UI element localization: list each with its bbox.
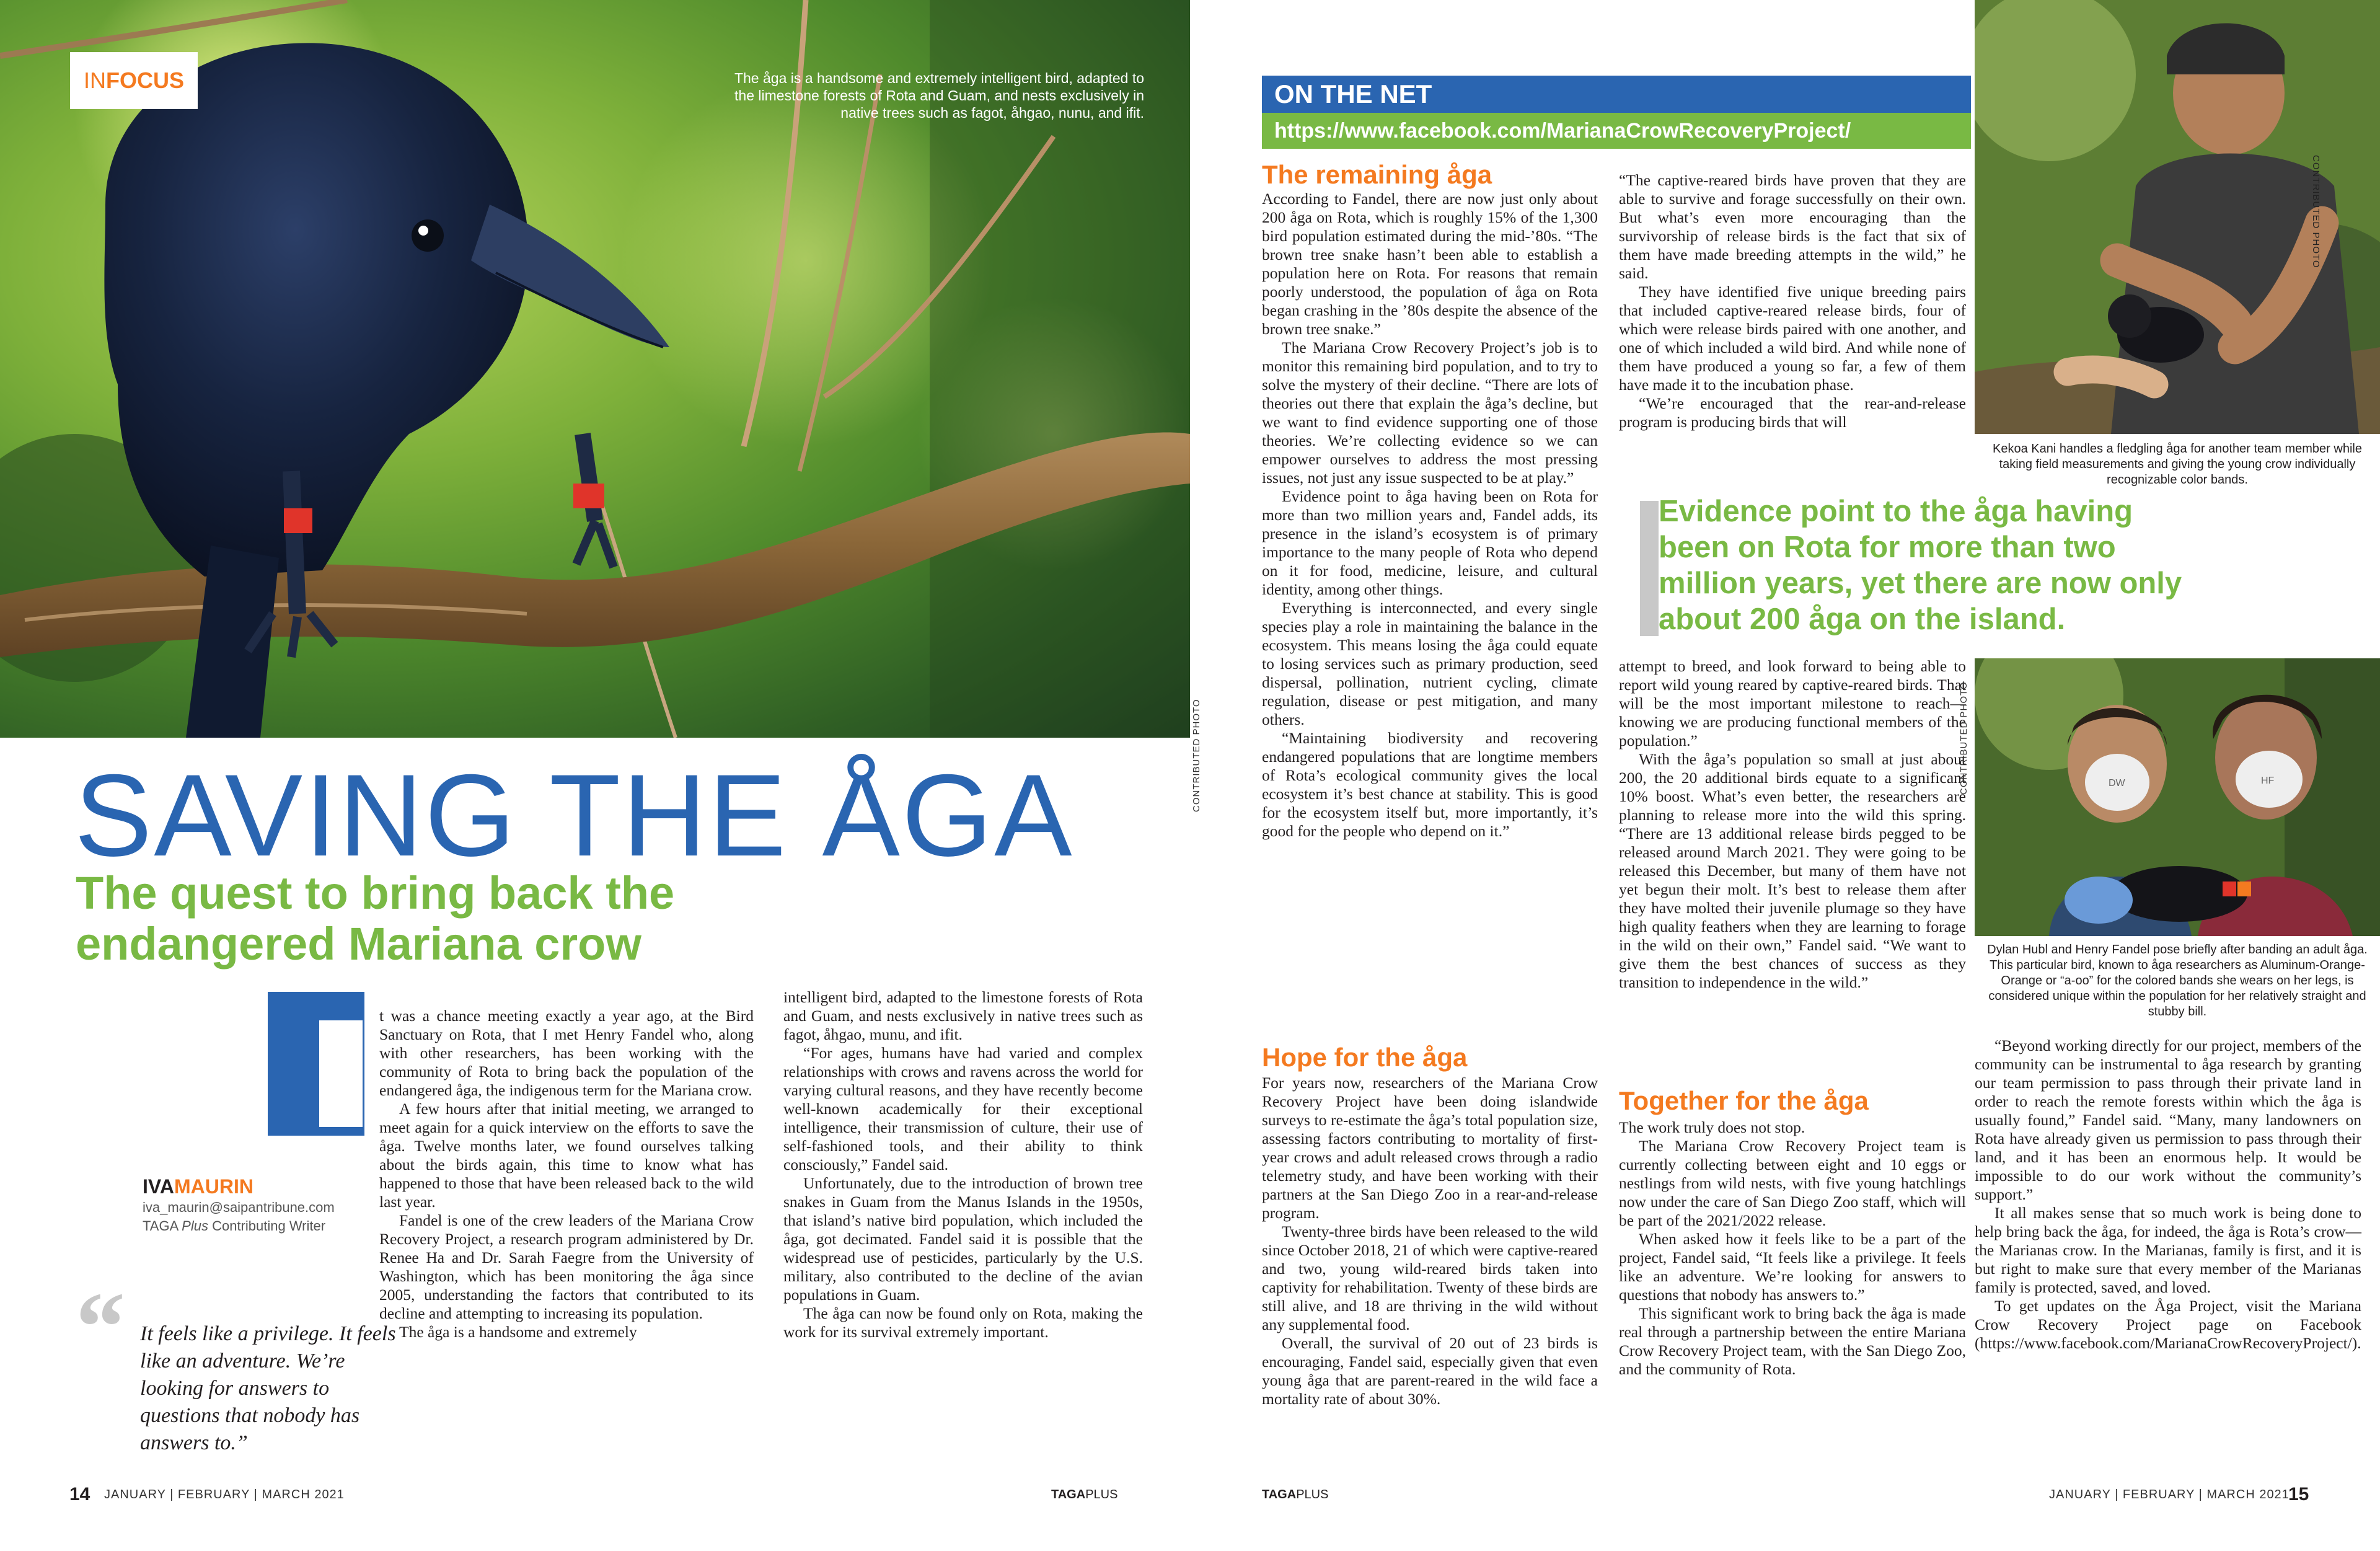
- paragraph: “Maintaining biodiversity and recovering endangered populations that are longtime members of Rota’s ecological community gives the local ecosystem it’s best chance at stability. This is good for the ecosystem itself but, more importantly, it’s good for the people who depend on it.”: [1262, 729, 1598, 840]
- section-label: [70, 52, 198, 109]
- big-quote-bar: [1640, 501, 1659, 636]
- byline-role: [143, 1217, 390, 1235]
- mask-label-2: HF: [2261, 776, 2275, 786]
- byline-name: [143, 1175, 253, 1198]
- page-number-left: 14: [69, 1484, 90, 1505]
- subhead-hope-aga: Hope for the åga: [1262, 1043, 1468, 1072]
- section-label-focus: FOCUS: [106, 68, 184, 93]
- mask-label-1: DW: [2109, 778, 2125, 789]
- paragraph: t was a chance meeting exactly a year ago, at the Bird Sanctuary on Rota, that I met Henry Fandel who, along with other researchers, has been working with the community of Rota to bring back the population of the endangered åga, the indigenous term for the Mariana crow.: [379, 1007, 754, 1099]
- paragraph: The work truly does not stop.: [1619, 1118, 1805, 1136]
- byline-last: MAURIN: [174, 1175, 253, 1198]
- paragraph: Fandel is one of the crew leaders of the Mariana Crow Recovery Project, a research program administered by Dr. Renee Ha and Dr. Sarah Faegre from the University of Washington, which has been monitoring the åga since 2005, understanding the factors that contributed to its decline and attempting to increasing its population.: [379, 1211, 754, 1322]
- byline-email[interactable]: iva_maurin@saipantribune.com: [143, 1200, 335, 1215]
- paragraph: They have identified five unique breeding pairs that included captive-reared release birds, four of which were release birds paired with one another, and one of which included a wild bird. And while none of them have produced a young so far, a few of them have made it to the incubation phase.: [1619, 283, 1966, 394]
- footer-date-right: JANUARY | FEBRUARY | MARCH 2021: [2049, 1488, 2290, 1501]
- paragraph: “We’re encouraged that the rear-and-release program is producing birds that will: [1619, 394, 1966, 431]
- footer-brand-right: [1262, 1488, 1328, 1502]
- brand-taga: TAGA: [1262, 1488, 1297, 1501]
- big-quote: Evidence point to the åga having been on Rota for more than two million years, yet there are now only about 200 åga on the island.: [1659, 495, 2182, 636]
- photo1-credit: CONTRIBUTED PHOTO: [2311, 155, 2321, 268]
- paragraph: To get updates on the Åga Project, visit the Mariana Crow Recovery Project page on Facebook (https://www.facebook.com/MarianaCrowRecoveryProject/).: [1975, 1297, 2361, 1352]
- paragraph: Twenty-three birds have been released to the wild since October 2018, 21 of which were captive-reared and two, young wild-reared birds taken into captivity for rehabilitation. Twenty of these birds are still alive, and 18 are thriving in the wild without any supplemental food.: [1262, 1222, 1598, 1333]
- paragraph: “Beyond working directly for our project, members of the community can be instrumental to åga research by granting our team permission to pass through their private land in order to reach the remote forests within which the åga is usually found,” Fandel said. “Many, many landowners on Rota have already given us permission to pass through their land, and it has been an enormous help. It would be impossible to do our work without the community’s support.”: [1975, 1036, 2361, 1203]
- photo-dylan-henry: [1975, 658, 2380, 936]
- pullquote: It feels like a privilege. It feels like an adventure. We’re looking for answers to questions that nobody has answers to.”: [140, 1322, 396, 1454]
- paragraph: The Mariana Crow Recovery Project’s job is to monitor this remaining bird population, and to try to solve the mystery of their decline. “There are lots of theories out there that explain the åga’s decline, but we want to find evidence supporting one of those theories. We’re collecting evidence so we can empower ourselves to address the most pressing issues, not just any issue suspected to be at play.”: [1262, 338, 1598, 487]
- subhead-remaining-aga: The remaining åga: [1262, 160, 1492, 189]
- brand-plus: PLUS: [1085, 1488, 1118, 1501]
- paragraph: When asked how it feels like to be a part of the project, Fandel said, “It feels like a privilege. It feels like an adventure. We’re looking for answers to questions that nobody has answers to.”: [1619, 1230, 1966, 1304]
- paragraph: A few hours after that initial meeting, we arranged to meet again for a quick interview on the efforts to save the åga. Twelve months later, we found ourselves talking about the birds again, this time to know what has happened to those that have been released back to the wild last year.: [379, 1100, 754, 1211]
- column-right-2a: [1619, 171, 1966, 431]
- column-left-1: [379, 1007, 754, 1341]
- paragraph: With the åga’s population so small at just about 200, the 20 additional birds equate to a significant 10% boost. What’s even better, the researchers are planning to release more into the wild this spring. “There are 13 additional release birds pegged to be released around March 2021. They were going to be released this December, but many of them have not yet begun their molt. It’s best to release them after they have molted their juvenile plumage so they have high quality feathers when they are learning to forage in the wild on their own,” Fandel said. “We want to give them the best chances of success as they transition to independence in the wild.”: [1619, 750, 1966, 991]
- column-right-3: [1975, 1036, 2361, 1353]
- on-the-net-url[interactable]: https://www.facebook.com/MarianaCrowRecoveryProject/: [1262, 113, 1971, 149]
- paragraph: The Mariana Crow Recovery Project team is currently collecting between eight and 10 eggs or nestlings from wild nests, with five young hatchlings now under the care of San Diego Zoo staff, which will be part of the 2021/2022 release.: [1619, 1137, 1966, 1229]
- pullquote-mark: “: [76, 1271, 125, 1382]
- byline-first: IVA: [143, 1175, 174, 1198]
- page-number-right: 15: [2288, 1484, 2309, 1505]
- researchers-photo-illustration: [1975, 658, 2380, 936]
- crow-photo-caption: The åga is a handsome and extremely intelligent bird, adapted to the limestone forests of Rota and Guam, and nests exclusively in native trees such as fagot, åhgao, nunu, and ifit.: [734, 70, 1144, 121]
- paragraph: The åga is a handsome and extremely: [399, 1323, 637, 1341]
- on-the-net-bar: ON THE NET: [1262, 76, 1971, 113]
- photo1-caption: Kekoa Kani handles a fledgling åga for another team member while taking field measurements and giving the young crow individually recognizable color bands.: [1993, 442, 2362, 487]
- paragraph: Everything is interconnected, and every single species play a role in maintaining the balance in the ecosystem. This means losing the åga could equate to losing services such as primary production, seed dispersal, pollination, nutrient cycling, climate regulation, disease or pest mitigation, and many others.: [1262, 599, 1598, 728]
- paragraph: attempt to breed, and look forward to being able to report wild young reared by captive-reared birds. That will be the most important milestone to reach—knowing we are producing functional members of the population.”: [1619, 657, 1966, 749]
- byline-role-post: Contributing Writer: [208, 1218, 326, 1234]
- section-label-in: IN: [84, 68, 106, 93]
- paragraph: It all makes sense that so much work is being done to help bring back the åga, for indeed, the åga is Rota’s crow—the Marianas crow. In the Marianas, family is first, and it is but right to make sure that every member of the Marianas family is protected, saved, and loved.: [1975, 1204, 2361, 1296]
- paragraph: According to Fandel, there are now just only about 200 åga on Rota, which is roughly 15% of the 1,300 bird population estimated during the mid-’80s. “The brown tree snake hasn’t been able to establish a population here on Rota. For reasons that remain poorly understood, the population of åga on Rota began crashing in the ’80s despite the absence of the brown tree snake.”: [1262, 190, 1598, 338]
- footer-date-left: JANUARY | FEBRUARY | MARCH 2021: [104, 1488, 345, 1501]
- byline-role-italic: Plus: [182, 1218, 208, 1234]
- brand-taga: TAGA: [1051, 1488, 1086, 1501]
- paragraph: intelligent bird, adapted to the limestone forests of Rota and Guam, and nests exclusively in native trees such as fagot, åhgao, munu, and ifit.: [783, 988, 1143, 1043]
- paragraph: Overall, the survival of 20 out of 23 birds is encouraging, Fandel said, especially given that even young åga that are parent-reared in the wild face a mortality rate of about 30%.: [1262, 1334, 1598, 1408]
- paragraph: Unfortunately, due to the introduction of brown tree snakes in Guam from the Manus Islands in the 1950s, that island’s native bird population, which included the åga, got decimated. Fandel said it is possible that the widespread use of pesticides, particularly by the U.S. military, also contributed to the decline of the avian populations in Guam.: [783, 1174, 1143, 1304]
- deck: The quest to bring back the endangered Mariana crow: [76, 867, 675, 970]
- column-right-2c: [1619, 1118, 1966, 1379]
- paragraph: “The captive-reared birds have proven that they are able to survive and forage successfully on their own. But what’s even more encouraging than the survivorship of release birds is the fact that six of them have made breeding attempts in the wild,” he said.: [1619, 171, 1966, 282]
- column-left-2: [783, 988, 1143, 1341]
- byline-role-pre: TAGA: [143, 1218, 182, 1234]
- paragraph: This significant work to bring back the åga is made real through a partnership between the entire Mariana Crow Recovery Project team, with the San Diego Zoo, and the community of Rota.: [1619, 1304, 1966, 1378]
- column-right-1a: [1262, 190, 1598, 841]
- column-right-2b: [1619, 657, 1966, 992]
- photo2-caption: Dylan Hubl and Henry Fandel pose briefly after banding an adult åga. This particular bird, known to åga researchers as Aluminum-Orange-Orange or “a-oo” for the colored bands she wears on her legs, is considered unique within the population for her relatively straight and stubby bill.: [1987, 943, 2368, 1019]
- subhead-together-aga: Together for the åga: [1619, 1086, 1869, 1115]
- footer-brand-left: [1051, 1488, 1117, 1502]
- paragraph: The åga can now be found only on Rota, making the work for its survival extremely important.: [783, 1304, 1143, 1341]
- photo2-credit: CONTRIBUTED PHOTO: [1959, 681, 1969, 795]
- paragraph: For years now, researchers of the Mariana Crow Recovery Project have been doing islandwide surveys to re-estimate the åga’s total population size, assessing factors contributing to mortality of first-year crows and adult released crows through a radio telemetry study, and have been working with their partners at the San Diego Zoo in a rear-and-release program.: [1262, 1074, 1598, 1222]
- crow-photo-credit: CONTRIBUTED PHOTO: [1191, 699, 1202, 812]
- brand-plus: PLUS: [1296, 1488, 1329, 1501]
- paragraph: “For ages, humans have had varied and complex relationships with crows and ravens across the world for varying cultural reasons, and they have recently become well-known academically for their exceptional intelligence, their transmission of culture, their use of self-fashioned tools, and their ability to think consciously,” Fandel said.: [783, 1044, 1143, 1173]
- dropcap-letter-notch: [319, 998, 363, 1020]
- column-right-1b: [1262, 1074, 1598, 1408]
- headline: SAVING THE ÅGA: [74, 750, 1074, 880]
- paragraph: Evidence point to åga having been on Rota for more than two million years and, Fandel adds, its presence in the island’s ecosystem is of primary importance to the many people of Rota who depend on it for food, medicine, leisure, and cultural identity, among other things.: [1262, 487, 1598, 598]
